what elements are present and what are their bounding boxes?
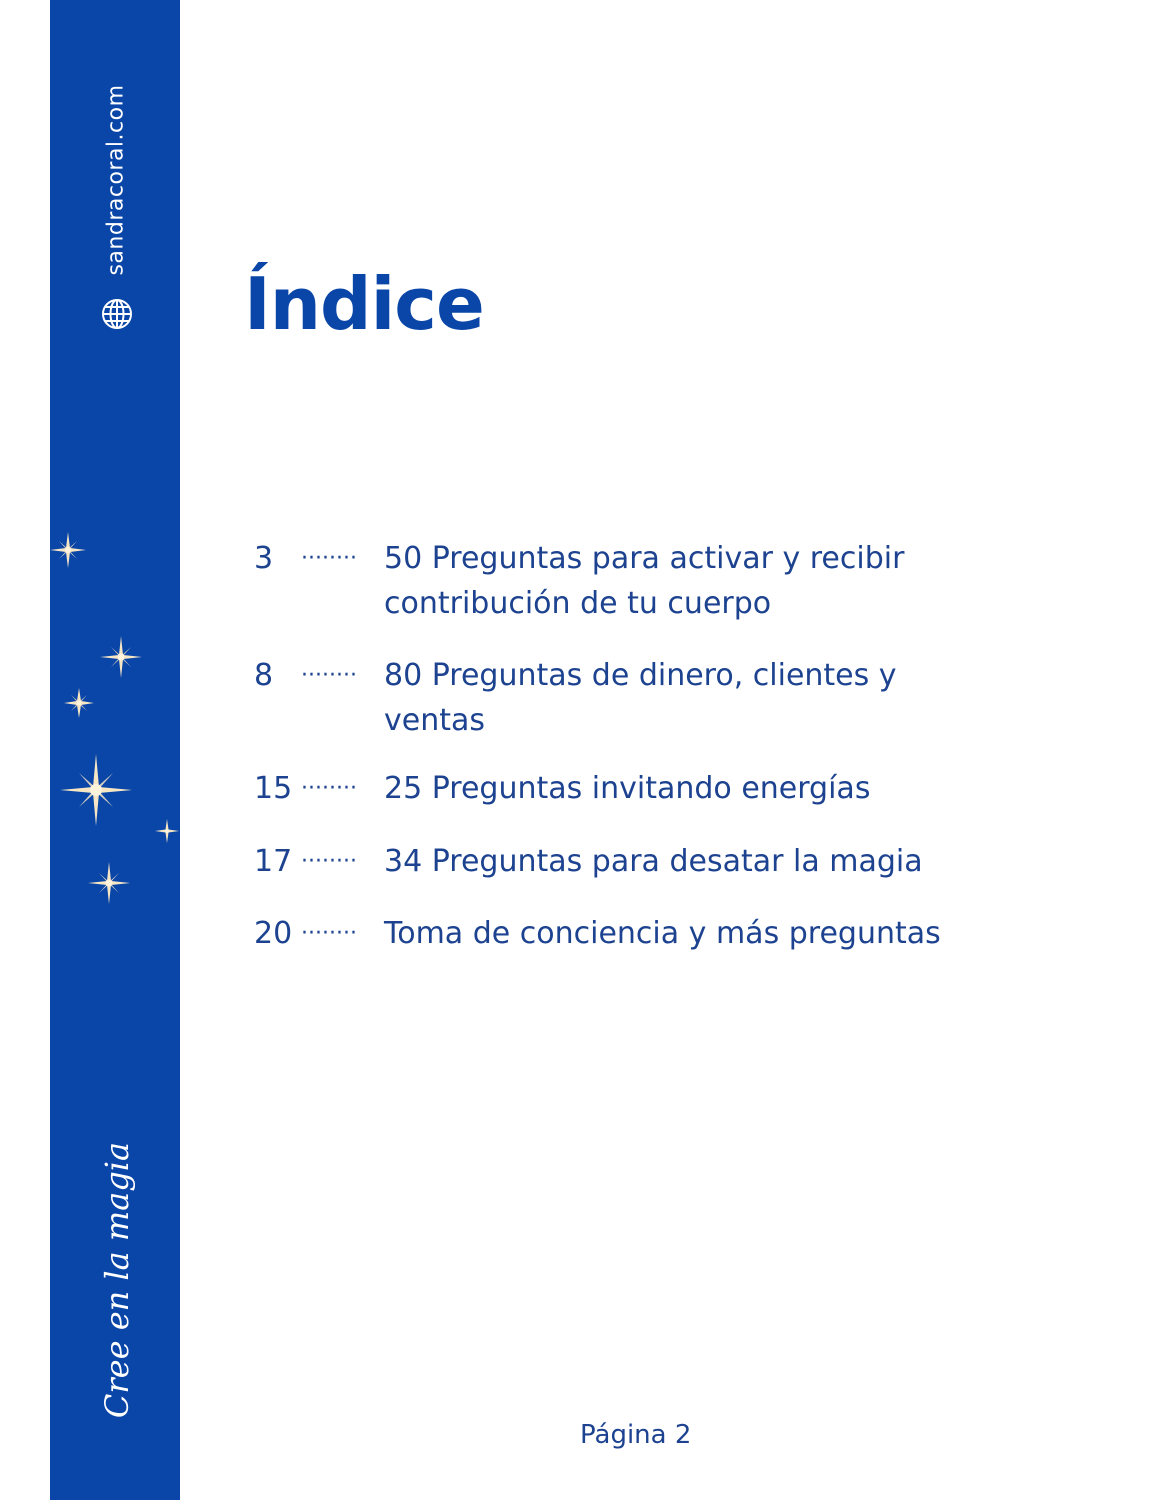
sparkle-icon xyxy=(48,530,88,570)
toc-entry[interactable] xyxy=(254,653,1014,743)
toc-leader-dots: ········ xyxy=(301,849,357,874)
toc-page-number: 3 xyxy=(254,541,274,576)
sparkle-icon xyxy=(154,818,180,844)
table-of-contents xyxy=(254,536,1014,956)
toc-page-number: 15 xyxy=(254,771,293,806)
toc-entry[interactable] xyxy=(254,839,1014,884)
toc-leader-dots: ········ xyxy=(301,546,357,571)
site-url[interactable]: sandracoral.com xyxy=(103,84,129,276)
toc-title: 50 Preguntas para activar y recibir contribución de tu cuerpo xyxy=(384,541,905,621)
toc-page-number: 8 xyxy=(254,658,274,693)
sparkle-icon xyxy=(86,860,132,906)
page-number-footer: Página 2 xyxy=(580,1420,692,1450)
sparkle-icon xyxy=(62,686,96,720)
page-title: Índice xyxy=(244,262,484,346)
tagline: Cree en la magia xyxy=(98,1141,136,1419)
toc-entry[interactable] xyxy=(254,766,1014,811)
toc-page-number: 20 xyxy=(254,916,293,951)
globe-icon xyxy=(100,297,134,331)
toc-leader-dots: ········ xyxy=(301,921,357,946)
sparkle-icon xyxy=(58,752,134,828)
toc-entry[interactable] xyxy=(254,911,1014,956)
toc-title: Toma de conciencia y más preguntas xyxy=(384,916,941,951)
toc-leader-dots: ········ xyxy=(301,776,357,801)
toc-leader-dots: ········ xyxy=(301,663,357,688)
toc-entry[interactable] xyxy=(254,536,1014,626)
sparkle-icon xyxy=(98,634,144,680)
toc-title: 34 Preguntas para desatar la magia xyxy=(384,844,923,879)
toc-title: 25 Preguntas invitando energías xyxy=(384,771,871,806)
toc-title: 80 Preguntas de dinero, clientes y ventas xyxy=(384,658,897,738)
toc-page-number: 17 xyxy=(254,844,293,879)
